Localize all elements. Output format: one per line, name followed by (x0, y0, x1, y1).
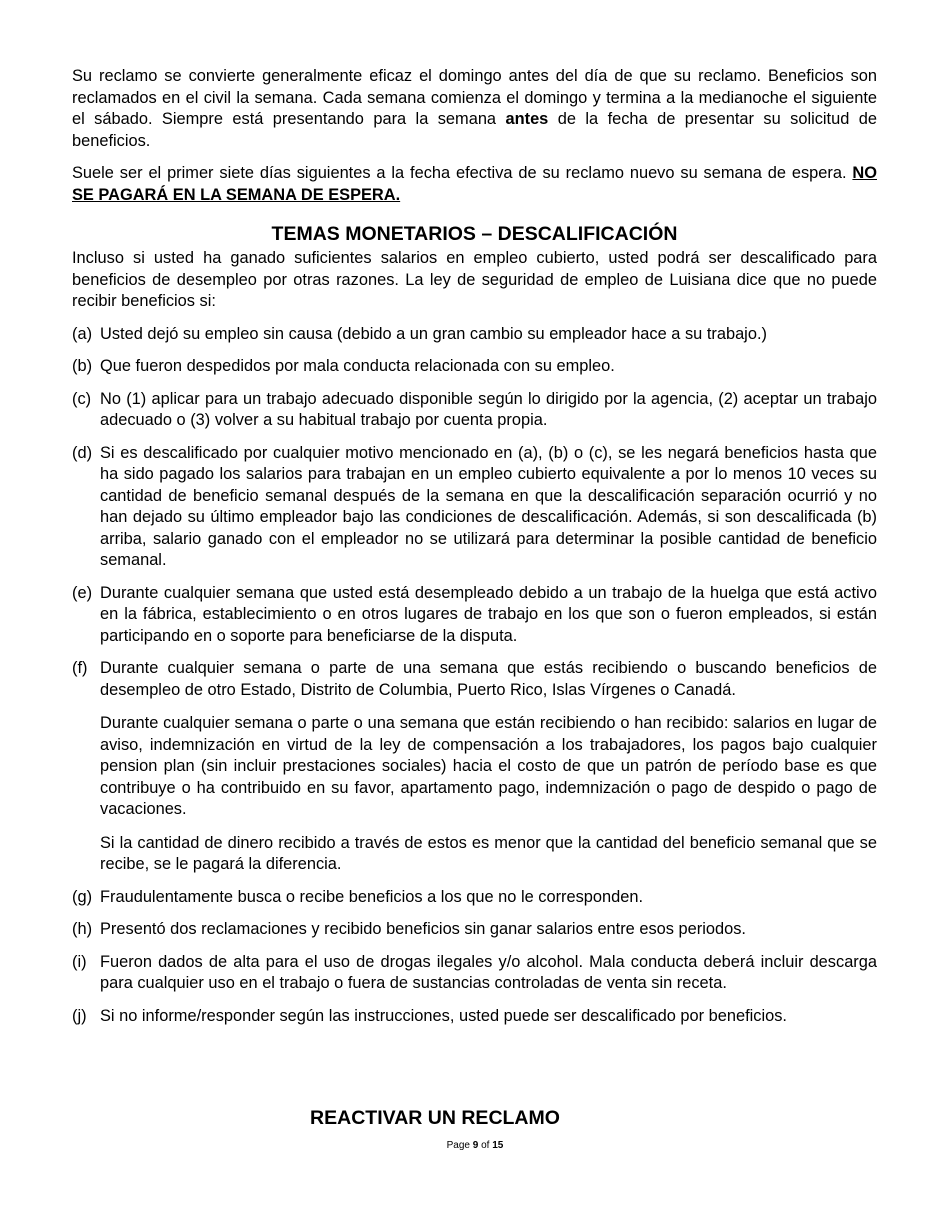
section-heading: TEMAS MONETARIOS – DESCALIFICACIÓN (271, 223, 678, 245)
list-item-i: (i) Fueron dados de alta para el uso de drogas ilegales y/o alcohol. Mala conducta deberá incluir descarga para cualquier uso en el trabajo o fuera de sustancias controladas de venta sin receta. (72, 952, 877, 992)
list-item-f-paragraph-3: Si la cantidad de dinero recibido a través de estos es menor que la cantidad del beneficio semanal que se recibe, se le pagará la diferencia. (100, 833, 877, 873)
list-item-g: (g) Fraudulentamente busca o recibe beneficios a los que no le corresponden. (72, 887, 644, 906)
next-section-heading: REACTIVAR UN RECLAMO (310, 1107, 560, 1129)
emphasis-antes: antes (505, 110, 549, 128)
intro-paragraph-2: Suele ser el primer siete días siguientes a la fecha efectiva de su reclamo nuevo su semana de espera. NO SE PAGARÁ EN LA SEMANA DE ESPERA. (72, 164, 877, 204)
waiting-week-warning: NO SE PAGARÁ EN LA SEMANA DE ESPERA. (72, 164, 877, 204)
list-item-f-paragraph-2: Durante cualquier semana o parte o una semana que están recibiendo o han recibido: salarios en lugar de aviso, indemnización en virtud de la ley de compensación a los trabajadores, los pagos bajo cualquier pension plan (sin incluir prestaciones sociales) hacia el costo de que un patrón de período base es que contribuye o ha contribuido en su favor, apartamento pago, indemnización o pago de despido o pago de vacaciones. (100, 714, 877, 818)
page-number: Page 9 of 15 (446, 1140, 504, 1151)
list-item-j: (j) Si no informe/responder según las instrucciones, usted puede ser descalificado por beneficios. (72, 1006, 787, 1025)
intro-paragraph-1: Su reclamo se convierte generalmente eficaz el domingo antes del día de que su reclamo. Beneficios son reclamados en el civil la semana. Cada semana comienza el domingo y termina a la medianoche el siguiente el sábado. Siempre está presentando para la semana antes de la fecha de presentar su solicitud de beneficios. (72, 67, 877, 150)
list-item-e: (e) Durante cualquier semana que usted está desempleado debido a un trabajo de la huelga que está activo en la fábrica, establecimiento o en otros lugares de trabajo en los que son o fueron empleados, si están participando en o soporte para beneficiarse de la disputa. (72, 583, 877, 645)
list-item-d: (d) Si es descalificado por cualquier motivo mencionado en (a), (b) o (c), se les negará beneficios hasta que ha sido pagado los salarios para trabajan en un empleo cubierto equivalente a por lo menos 10 veces su cantidad de beneficio semanal después de la semana en que la descalificación separación ocurrió y no han dejado su último empleador bajo las condiciones de descalificación. Además, si son descalificada (b) arriba, salario ganado con el empleador no se utilizará para determinar la posible cantidad de beneficio semanal. (72, 443, 877, 569)
section-intro: Incluso si usted ha ganado suficientes salarios en empleo cubierto, usted podrá ser descalificado para beneficios de desempleo por otras razones. La ley de seguridad de empleo de Luisiana dice que no puede recibir beneficios si: (72, 249, 877, 310)
list-item-h: (h) Presentó dos reclamaciones y recibido beneficios sin ganar salarios entre esos periodos. (72, 920, 746, 938)
document-body (72, 66, 877, 1027)
list-item-a: (a) Usted dejó su empleo sin causa (debido a un gran cambio su empleador hace a su trabajo.) (72, 324, 767, 343)
list-item-b: (b) Que fueron despedidos por mala conducta relacionada con su empleo. (72, 357, 615, 375)
list-item-f: (f) Durante cualquier semana o parte de una semana que estás recibiendo o buscando beneficios de desempleo de otro Estado, Distrito de Columbia, Puerto Rico, Islas Vírgenes o Canadá. (72, 659, 877, 699)
list-item-c: (c) No (1) aplicar para un trabajo adecuado disponible según lo dirigido por la agencia, (2) aceptar un trabajo adecuado o (3) volver a su habitual trabajo por cuenta propia. (72, 389, 877, 429)
